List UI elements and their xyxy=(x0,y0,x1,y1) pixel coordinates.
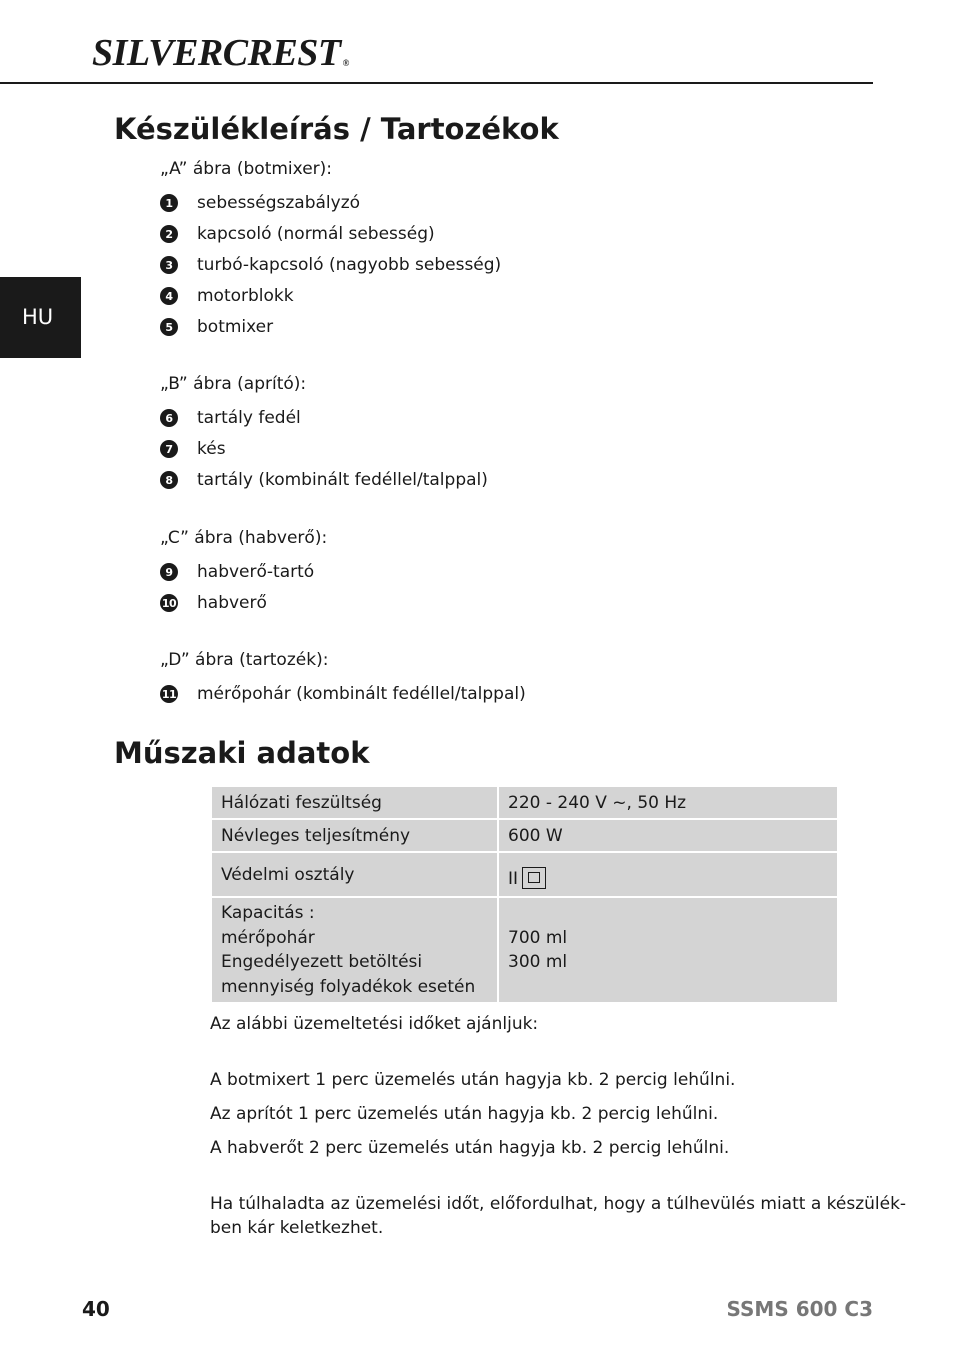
paragraph: A habverőt 2 perc üzemelés után hagyja kb. 2 percig lehűlni. xyxy=(210,1138,730,1158)
table-cell-label: Védelmi osztály xyxy=(212,853,497,896)
section-title-technical: Műszaki adatok xyxy=(114,736,370,770)
paragraph: Az alábbi üzemeltetési időket ajánljuk: xyxy=(210,1014,539,1034)
table-cell-value: 600 W xyxy=(499,820,837,851)
number-badge: 11 xyxy=(160,685,178,703)
paragraph: Ha túlhaladta az üzemelési időt, előfordulhat, hogy a túlhevülés miatt a készülék- xyxy=(210,1194,907,1214)
list-item: 11 mérőpohár (kombinált fedéllel/talppal) xyxy=(161,684,526,704)
group-heading-a: „A” ábra (botmixer): xyxy=(160,159,333,179)
list-item: 2 kapcsoló (normál sebesség) xyxy=(160,222,178,246)
list-item: 10 habverő xyxy=(161,593,267,613)
table-cell-value: 700 ml 300 ml xyxy=(499,898,837,1002)
number-badge: 2 xyxy=(160,225,178,243)
table-cell-label: Hálózati feszültség xyxy=(212,787,497,818)
table-row xyxy=(212,853,837,896)
number-badge: 10 xyxy=(160,594,178,612)
number-badge: 1 xyxy=(160,194,178,212)
model-name: SSMS 600 C3 xyxy=(726,1297,873,1321)
list-item: 5 botmixer xyxy=(160,315,178,339)
table-cell-value: II xyxy=(499,853,837,896)
group-heading-b: „B” ábra (aprító): xyxy=(160,374,307,394)
number-badge: 5 xyxy=(160,318,178,336)
table-row xyxy=(212,898,837,1002)
group-heading-d: „D” ábra (tartozék): xyxy=(160,650,329,670)
number-badge: 6 xyxy=(160,409,178,427)
list-item: 7 kés xyxy=(160,437,178,461)
number-badge: 8 xyxy=(160,471,178,489)
list-item: 6 tartály fedél xyxy=(160,406,178,430)
protection-class-ii-icon xyxy=(522,867,546,889)
section-title-description: Készülékleírás / Tartozékok xyxy=(114,112,559,146)
table-row xyxy=(212,820,837,851)
page-number: 40 xyxy=(82,1297,110,1321)
table-cell-label: Kapacitás : mérőpohár Engedélyezett betöltési mennyiség folyadékok esetén xyxy=(212,898,497,1002)
list-item: 8 tartály (kombinált fedéllel/talppal) xyxy=(160,468,178,492)
number-badge: 3 xyxy=(160,256,178,274)
table-cell-label: Névleges teljesítmény xyxy=(212,820,497,851)
table-row xyxy=(212,787,837,818)
paragraph: Az aprítót 1 perc üzemelés után hagyja kb. 2 percig lehűlni. xyxy=(210,1104,719,1124)
paragraph: A botmixert 1 perc üzemelés után hagyja kb. 2 percig lehűlni. xyxy=(210,1070,736,1090)
group-heading-c: „C” ábra (habverő): xyxy=(160,528,328,548)
spec-table xyxy=(210,785,839,1004)
number-badge: 9 xyxy=(160,563,178,581)
paragraph: ben kár keletkezhet. xyxy=(210,1218,384,1238)
list-item: 9 habverő-tartó xyxy=(160,560,178,584)
brand-logo: SILVERCREST ® xyxy=(92,32,349,74)
language-tab: HU xyxy=(0,277,81,358)
number-badge: 7 xyxy=(160,440,178,458)
list-item: 3 turbó-kapcsoló (nagyobb sebesség) xyxy=(160,253,178,277)
number-badge: 4 xyxy=(160,287,178,305)
list-item: 4 motorblokk xyxy=(160,284,178,308)
table-cell-value: 220 - 240 V ~, 50 Hz xyxy=(499,787,837,818)
header-rule xyxy=(0,82,873,84)
list-item: 1 sebességszabályzó xyxy=(160,191,178,215)
